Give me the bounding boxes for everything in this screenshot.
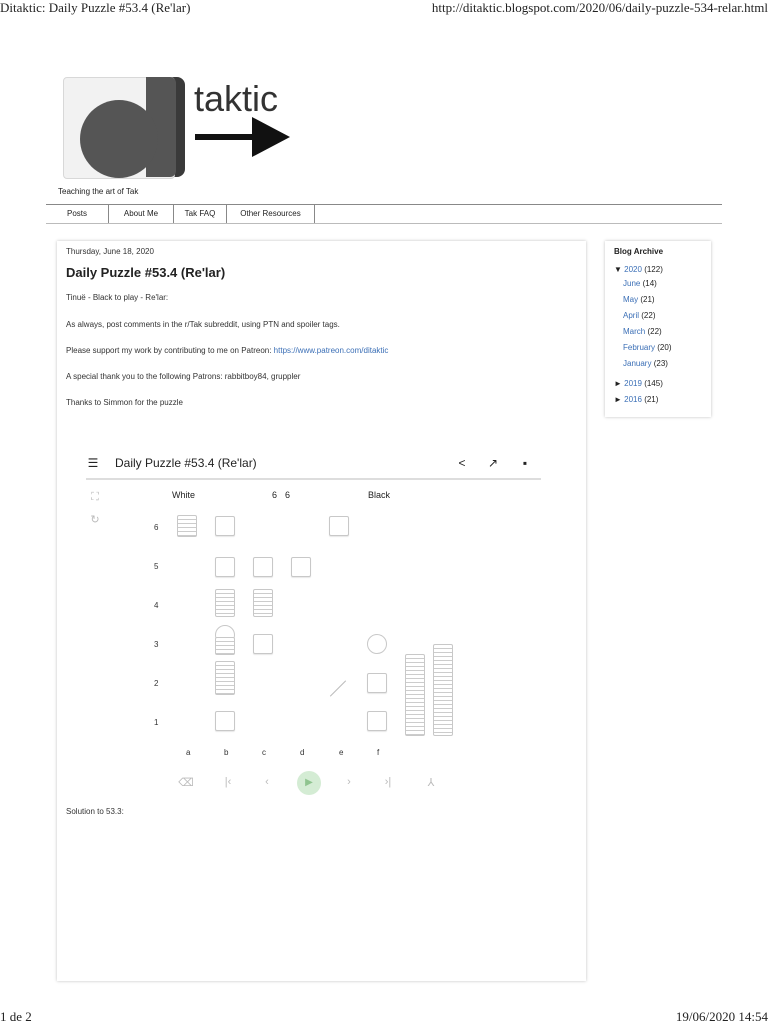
file-label: e <box>339 748 344 757</box>
post-line-1: Tinuë - Black to play - Re'lar: <box>66 293 169 302</box>
score-black: 6 <box>285 490 291 500</box>
archive-year-2016[interactable] <box>614 395 658 404</box>
logo-circle-shape <box>80 100 158 178</box>
archive-month[interactable] <box>623 327 662 336</box>
archive-year-2020[interactable] <box>614 265 663 274</box>
archive-month-count: (22) <box>647 327 662 336</box>
archive-month[interactable] <box>623 295 655 304</box>
post-line-4: A special thank you to the following Patrons: rabbitboy84, gruppler <box>66 372 301 381</box>
rank-label: 2 <box>154 679 159 688</box>
nav-other-resources[interactable]: Other Resources <box>227 205 315 223</box>
archive-year-count: (145) <box>644 379 663 388</box>
expand-icon[interactable]: ► <box>614 379 622 388</box>
nav-posts[interactable]: Posts <box>46 205 109 223</box>
archive-month[interactable] <box>623 279 657 288</box>
archive-month-link[interactable]: February <box>623 343 656 352</box>
last-move-icon[interactable]: ›| <box>384 776 392 788</box>
archive-year-link[interactable]: 2019 <box>624 379 642 388</box>
board-piece[interactable] <box>215 637 235 655</box>
archive-month-count: (14) <box>642 279 657 288</box>
rank-label: 4 <box>154 601 159 610</box>
solution-label: Solution to 53.3: <box>66 807 124 816</box>
expand-icon[interactable]: ▼ <box>614 265 622 274</box>
print-footer-page: 1 de 2 <box>0 1009 32 1024</box>
file-label: f <box>377 748 380 757</box>
post-line-5: Thanks to Simmon for the puzzle <box>66 398 183 407</box>
archive-year-link[interactable]: 2016 <box>624 395 642 404</box>
blog-tagline: Teaching the art of Tak <box>58 187 139 196</box>
archive-month-count: (23) <box>653 359 668 368</box>
archive-month-link[interactable]: April <box>623 311 640 320</box>
nav-tak-faq[interactable]: Tak FAQ <box>174 205 227 223</box>
logo-text: taktic <box>194 78 279 119</box>
delete-icon[interactable]: ⌫ <box>178 777 194 789</box>
board-piece[interactable] <box>215 711 235 731</box>
board-piece[interactable] <box>253 634 273 654</box>
player-white: White <box>172 490 196 500</box>
print-footer-timestamp: 19/06/2020 14:54 <box>675 1009 768 1024</box>
arrow-icon <box>195 134 257 140</box>
branch-icon[interactable]: ⅄ <box>427 777 435 789</box>
board-piece[interactable] <box>215 589 235 617</box>
post-title[interactable]: Daily Puzzle #53.4 (Re'lar) <box>66 265 226 280</box>
arrow-head-icon <box>252 117 290 157</box>
archive-month-count: (22) <box>641 311 656 320</box>
post-card <box>57 241 586 981</box>
archive-year-count: (122) <box>644 265 663 274</box>
first-move-icon[interactable]: |‹ <box>224 776 232 788</box>
rank-label: 3 <box>154 640 159 649</box>
archive-month[interactable] <box>623 359 668 368</box>
score-white: 6 <box>272 490 278 500</box>
post-line-3 <box>66 346 388 355</box>
top-nav <box>46 204 722 224</box>
board-piece[interactable] <box>215 557 235 577</box>
blog-archive-widget <box>605 241 711 417</box>
archive-year-count: (21) <box>644 395 659 404</box>
archive-month[interactable] <box>623 311 655 320</box>
board-piece[interactable] <box>367 634 387 654</box>
embed-toolbar <box>86 450 541 480</box>
post-date: Thursday, June 18, 2020 <box>66 247 154 256</box>
board-piece[interactable] <box>253 589 273 617</box>
rank-label: 1 <box>154 718 159 727</box>
print-header-url: http://ditaktic.blogspot.com/2020/06/daily-puzzle-534-relar.html <box>431 0 768 15</box>
blog-archive-title: Blog Archive <box>614 247 664 256</box>
archive-month[interactable] <box>623 343 671 352</box>
board-piece[interactable] <box>215 661 235 695</box>
nav-about-me[interactable]: About Me <box>109 205 174 223</box>
file-label: b <box>224 748 229 757</box>
archive-month-link[interactable]: June <box>623 279 641 288</box>
rotate-icon[interactable]: ↻ <box>90 514 100 526</box>
board-piece[interactable] <box>367 711 387 731</box>
play-button[interactable]: ▶ <box>297 771 321 795</box>
board-piece[interactable] <box>215 516 235 536</box>
board-piece[interactable] <box>367 673 387 693</box>
fullscreen-icon[interactable]: ⛶ <box>91 491 99 503</box>
board-piece[interactable] <box>329 516 349 536</box>
rank-label: 6 <box>154 523 159 532</box>
archive-month-link[interactable]: January <box>623 359 652 368</box>
file-label: a <box>186 748 191 757</box>
archive-year-2019[interactable] <box>614 379 663 388</box>
archive-month-count: (20) <box>657 343 672 352</box>
post-line-3-text: Please support my work by contributing to me on Patreon: <box>66 346 274 355</box>
board-piece[interactable] <box>330 680 346 696</box>
expand-icon[interactable]: ► <box>614 395 622 404</box>
open-external-icon[interactable]: ↗ <box>487 456 499 470</box>
archive-month-count: (21) <box>640 295 655 304</box>
reserve-stack-black <box>433 644 453 736</box>
reserve-stack-white <box>405 654 425 736</box>
player-black: Black <box>368 490 391 500</box>
post-line-2: As always, post comments in the r/Tak subreddit, using PTN and spoiler tags. <box>66 320 340 329</box>
archive-month-link[interactable]: March <box>623 327 646 336</box>
archive-year-link[interactable]: 2020 <box>624 265 642 274</box>
share-icon[interactable]: < <box>458 456 466 470</box>
comment-icon[interactable]: ▪ <box>522 456 528 470</box>
next-move-icon[interactable]: › <box>347 776 351 788</box>
print-header-title: Ditaktic: Daily Puzzle #53.4 (Re'lar) <box>0 0 191 15</box>
prev-move-icon[interactable]: ‹ <box>265 776 269 788</box>
file-label: d <box>300 748 305 757</box>
board-piece[interactable] <box>291 557 311 577</box>
rank-label: 5 <box>154 562 159 571</box>
board-piece[interactable] <box>253 557 273 577</box>
embed-title: Daily Puzzle #53.4 (Re'lar) <box>115 456 257 470</box>
menu-icon[interactable]: ☰ <box>87 456 99 470</box>
file-label: c <box>262 748 266 757</box>
board-piece[interactable] <box>177 515 197 537</box>
patreon-link[interactable]: https://www.patreon.com/ditaktic <box>273 346 389 355</box>
archive-month-link[interactable]: May <box>623 295 639 304</box>
